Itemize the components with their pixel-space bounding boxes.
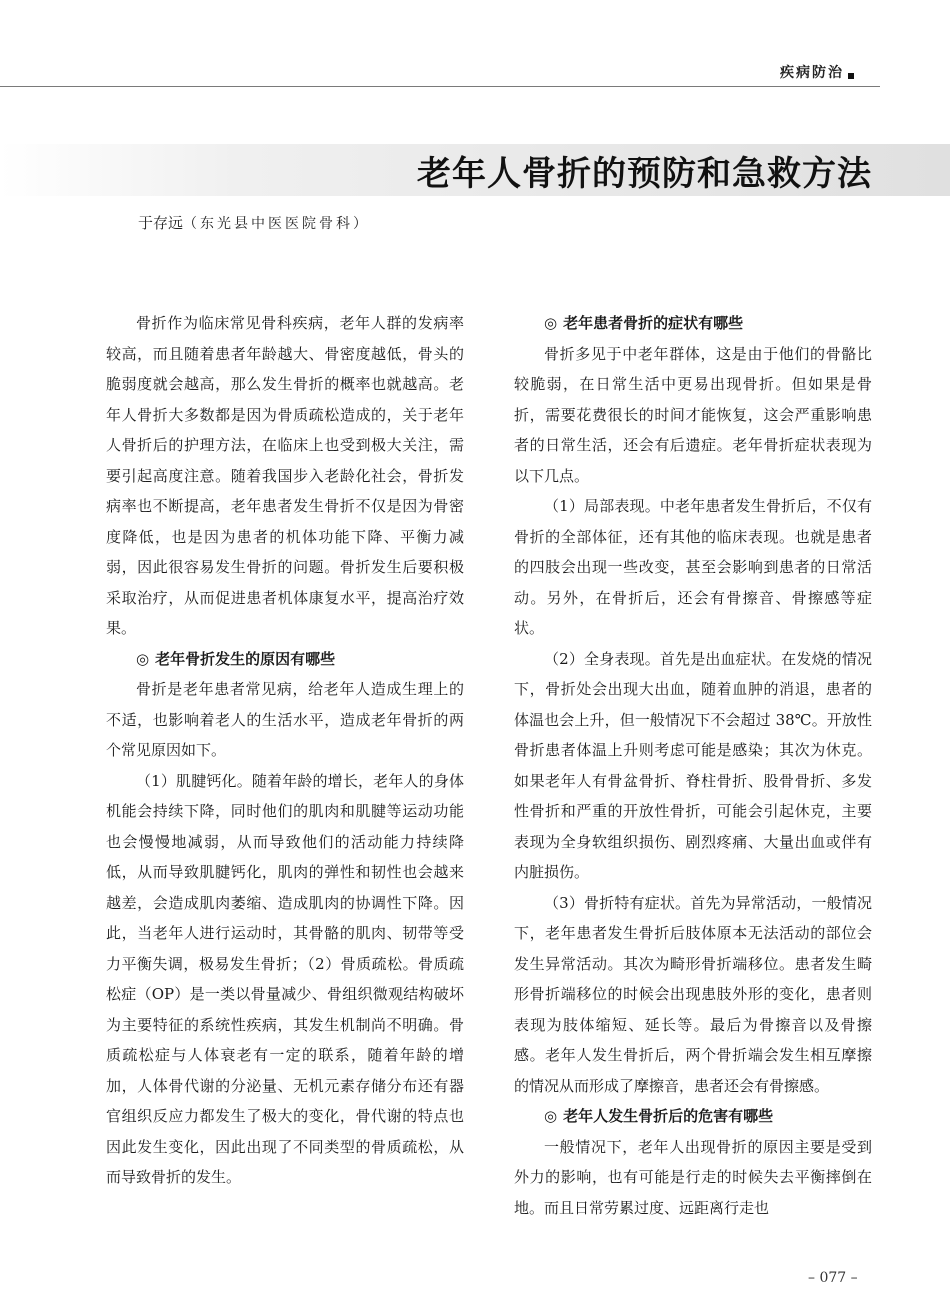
heading-text: 老年骨折发生的原因有哪些 xyxy=(155,649,336,668)
section-square-icon xyxy=(848,73,854,79)
paragraph: 骨折多见于中老年群体，这是由于他们的骨骼比较脆弱，在日常生活中更易出现骨折。但如果是骨折，需要花费很长的时间才能恢复，这会严重影响患者的日常生活，还会有后遗症。老年骨折症状表现为以下几点。 xyxy=(514,344,872,485)
article-title: 老年人骨折的预防和急救方法 xyxy=(417,154,872,194)
paragraph: 骨折作为临床常见骨科疾病，老年人群的发病率较高，而且随着患者年龄越大、骨密度越低，骨头的脆弱度就会越高，那么发生骨折的概率也就越高。老年人骨折大多数都是因为骨质疏松造成的，关于老年人骨折后的护理方法，在临床上也受到极大关注，需要引起高度注意。随着我国步入老龄化社会，骨折发病率也不断提高，老年患者发生骨折不仅是因为骨密度降低，也是因为患者的机体功能下降、平衡力减弱，因此很容易发生骨折的问题。骨折发生后要积极采取治疗，从而促进患者机体康复水平，提高治疗效果。 xyxy=(106,314,464,637)
paragraph: （3）骨折特有症状。首先为异常活动，一般情况下，老年患者发生骨折后肢体原本无法活动的部位会发生异常活动。其次为畸形骨折端移位。患者发生畸形骨折端移位的时候会出现患肢外形的变化，患者则表现为肢体缩短、延长等。最后为骨擦音以及骨擦感。老年人发生骨折后，两个骨折端会发生相互摩擦的情况从而形成了摩擦音，患者还会有骨擦感。 xyxy=(514,893,872,1095)
left-column xyxy=(106,308,464,1193)
bullet-circle-icon: ◎ xyxy=(544,1107,558,1125)
paragraph: 一般情况下，老年人出现骨折的原因主要是受到外力的影响，也有可能是行走的时候失去平衡摔倒在地。而且日常劳累过度、远距离行走也 xyxy=(514,1137,872,1217)
paragraph: （1）肌腱钙化。随着年龄的增长，老年人的身体机能会持续下降，同时他们的肌肉和肌腱等运动功能也会慢慢地减弱，从而导致他们的活动能力持续降低，从而导致肌腱钙化，肌肉的弹性和韧性也会越来越差，会造成肌肉萎缩、造成肌肉的协调性下降。因此，当老年人进行运动时，其骨骼的肌肉、韧带等受力平衡失调，极易发生骨折；（2）骨质疏松。骨质疏松症（OP）是一类以骨量减少、骨组织微观结构破坏为主要特征的系统性疾病，其发生机制尚不明确。骨质疏松症与人体衰老有一定的联系，随着年龄的增加，人体骨代谢的分泌量、无机元素存储分布还有器官组织反应力都发生了极大的变化，骨代谢的特点也因此发生变化，因此出现了不同类型的骨质疏松，从而导致骨折的发生。 xyxy=(106,771,464,1186)
paragraph: （2）全身表现。首先是出血症状。在发烧的情况下，骨折处会出现大出血，随着血肿的消退，患者的体温也会上升，但一般情况下不会超过 38℃。开放性骨折患者体温上升则考虑可能是感染；其次为休克。如果老年人有骨盆骨折、脊柱骨折、股骨骨折、多发性骨折和严重的开放性骨折，可能会引起休克，主要表现为全身软组织损伤、剧烈疼痛、大量出血或伴有内脏损伤。 xyxy=(514,649,872,881)
author-affiliation: （东光县中医医院骨科） xyxy=(183,216,371,232)
page-number: – 077 – xyxy=(808,1270,858,1286)
section-heading xyxy=(514,308,872,339)
bullet-circle-icon: ◎ xyxy=(136,649,150,668)
paragraph: （1）局部表现。中老年患者发生骨折后，不仅有骨折的全部体征，还有其他的临床表现。也就是患者的四肢会出现一些改变，甚至会影响到患者的日常活动。另外，在骨折后，还会有骨擦音、骨擦感等症状。 xyxy=(514,497,872,637)
section-heading xyxy=(106,644,464,675)
section-label xyxy=(780,62,890,82)
section-label-text: 疾病防治 xyxy=(780,65,844,81)
author-line xyxy=(138,212,370,233)
heading-text: 老年患者骨折的症状有哪些 xyxy=(563,314,744,332)
header-rule xyxy=(0,86,880,87)
author-name: 于存远 xyxy=(138,214,184,232)
section-heading xyxy=(514,1101,872,1132)
right-column xyxy=(514,308,872,1223)
heading-text: 老年人发生骨折后的危害有哪些 xyxy=(563,1107,774,1125)
paragraph: 骨折是老年患者常见病，给老年人造成生理上的不适，也影响着老人的生活水平，造成老年骨折的两个常见原因如下。 xyxy=(106,680,464,759)
bullet-circle-icon: ◎ xyxy=(544,314,558,332)
